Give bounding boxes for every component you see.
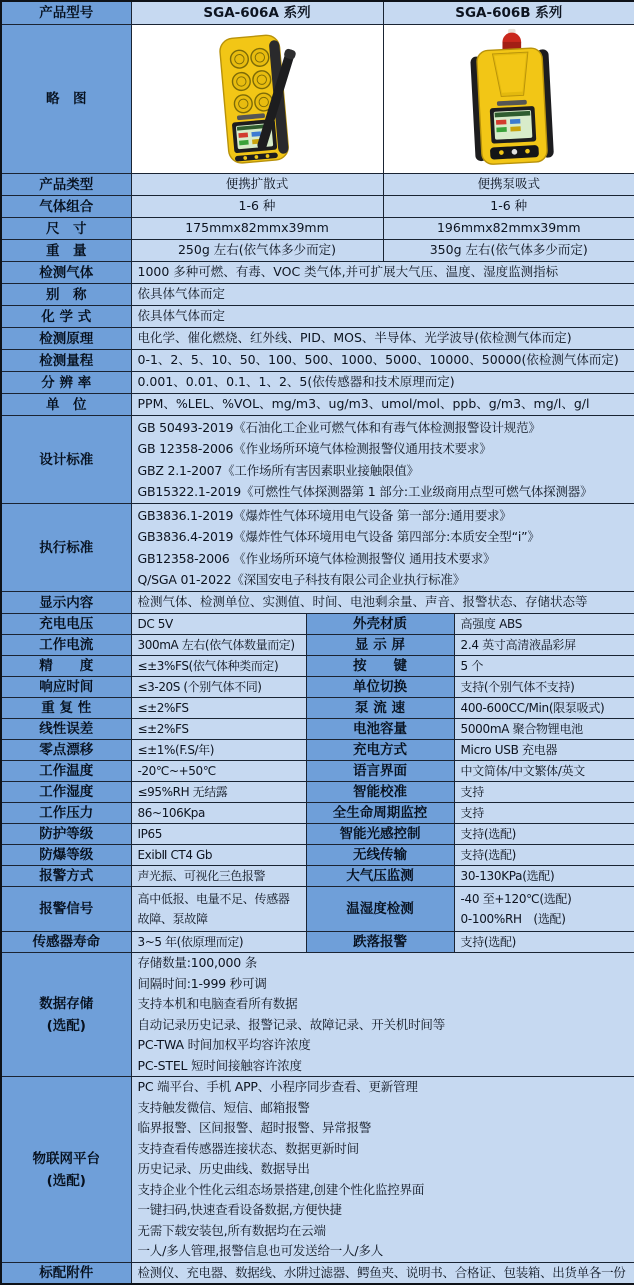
- spec-label: 泵 流 速: [306, 698, 454, 719]
- spec-label: 响应时间: [1, 677, 131, 698]
- spec-label: 大气压监测: [306, 866, 454, 887]
- spec-label: 智能校准: [306, 782, 454, 803]
- spec-value: 支持(选配): [454, 824, 634, 845]
- header-series-a: SGA-606A 系列: [131, 1, 383, 24]
- spec-label: 检测气体: [1, 262, 131, 284]
- table-row: [1, 174, 634, 196]
- spec-label: 标配附件: [1, 1262, 131, 1284]
- table-row: [1, 677, 634, 698]
- table-row: [1, 698, 634, 719]
- spec-value: ≤±1%(F.S/年): [131, 740, 306, 761]
- device-a-illustration-icon: [173, 27, 341, 167]
- table-row: [1, 350, 634, 372]
- spec-value: ≤±2%FS: [131, 698, 306, 719]
- table-row-sketch: [1, 24, 634, 174]
- spec-value: 检测气体、检测单位、实测值、时间、电池剩余量、声音、报警状态、存储状态等: [131, 592, 634, 614]
- standard-line: GB 12358-2006《作业场所环境气体检测报警仪通用技术要求》: [137, 441, 492, 457]
- spec-value: 0.001、0.01、0.1、1、2、5(依传感器和技术原理而定): [131, 372, 634, 394]
- spec-label: 化 学 式: [1, 306, 131, 328]
- spec-value-multiline: [131, 504, 634, 592]
- table-row: [1, 614, 634, 635]
- spec-value: DC 5V: [131, 614, 306, 635]
- spec-value: IP65: [131, 824, 306, 845]
- spec-value: Micro USB 充电器: [454, 740, 634, 761]
- spec-label: 全生命周期监控: [306, 803, 454, 824]
- spec-value: 2.4 英寸高清液晶彩屏: [454, 635, 634, 656]
- spec-value-a: 便携扩散式: [131, 174, 383, 196]
- spec-label: 显示内容: [1, 592, 131, 614]
- spec-label: 分 辨 率: [1, 372, 131, 394]
- table-row: [1, 782, 634, 803]
- sketch-label: 略 图: [1, 24, 131, 174]
- spec-value: ≤95%RH 无结露: [131, 782, 306, 803]
- standard-line: GBZ 2.1-2007《工作场所有害因素职业接触限值》: [137, 462, 419, 478]
- spec-value-a: 175mmx82mmx39mm: [131, 218, 383, 240]
- spec-value: 高强度 ABS: [454, 614, 634, 635]
- feature-line: 支持企业个性化云组态场景搭建,创建个性化监控界面: [137, 1181, 425, 1197]
- feature-line: 一人/多人管理,报警信息也可发送给一人/多人: [137, 1243, 383, 1259]
- table-row: [1, 845, 634, 866]
- table-row: [1, 740, 634, 761]
- spec-label: 外壳材质: [306, 614, 454, 635]
- spec-value-b: 350g 左右(依气体多少而定): [383, 240, 634, 262]
- spec-label: 产品类型: [1, 174, 131, 196]
- spec-value-multiline: [131, 1077, 634, 1263]
- feature-line: 支持查看传感器连接状态、数据更新时间: [137, 1140, 359, 1156]
- table-row: [1, 284, 634, 306]
- table-row: [1, 719, 634, 740]
- table-row: [1, 932, 634, 953]
- value-line: -40 至+120℃(选配): [460, 892, 572, 907]
- spec-label: 传感器寿命: [1, 932, 131, 953]
- spec-label: 工作压力: [1, 803, 131, 824]
- spec-label: 智能光感控制: [306, 824, 454, 845]
- spec-label: 单 位: [1, 394, 131, 416]
- spec-value: ExibⅡ CT4 Gb: [131, 845, 306, 866]
- spec-value: 5000mA 聚合物锂电池: [454, 719, 634, 740]
- spec-value: -20℃~+50℃: [131, 761, 306, 782]
- label-line: (选配): [46, 1172, 86, 1189]
- feature-line: 历史记录、历史曲线、数据导出: [137, 1161, 310, 1177]
- spec-value: 声光振、可视化三色报警: [131, 866, 306, 887]
- spec-label: 尺 寸: [1, 218, 131, 240]
- table-row-execution-standards: [1, 504, 634, 592]
- table-row: [1, 306, 634, 328]
- table-row: [1, 761, 634, 782]
- spec-value: 支持(个别气体不支持): [454, 677, 634, 698]
- spec-label: 检测原理: [1, 328, 131, 350]
- product-image-sga-606a: [131, 24, 383, 174]
- spec-label: 零点漂移: [1, 740, 131, 761]
- table-row: [1, 592, 634, 614]
- spec-label: 报警信号: [1, 887, 131, 932]
- label-line: (选配): [46, 1017, 86, 1034]
- feature-line: 临界报警、区间报警、超时报警、异常报警: [137, 1120, 372, 1136]
- spec-value: 支持(选配): [454, 845, 634, 866]
- table-row: [1, 218, 634, 240]
- table-row-data-storage: [1, 953, 634, 1077]
- spec-label: 线性误差: [1, 719, 131, 740]
- table-row: [1, 240, 634, 262]
- spec-label: 单位切换: [306, 677, 454, 698]
- table-row: [1, 866, 634, 887]
- spec-label: 温湿度检测: [306, 887, 454, 932]
- spec-label: [1, 1077, 131, 1263]
- label-line: 物联网平台: [32, 1150, 100, 1167]
- table-row-accessories: [1, 1262, 634, 1284]
- standard-line: GB 50493-2019《石油化工企业可燃气体和有毒气体检测报警设计规范》: [137, 419, 541, 435]
- spec-value: ≤±2%FS: [131, 719, 306, 740]
- spec-value: ≤±3%FS(依气体种类而定): [131, 656, 306, 677]
- spec-label: 充电方式: [306, 740, 454, 761]
- spec-value: 3~5 年(依原理而定): [131, 932, 306, 953]
- spec-label: 设计标准: [1, 416, 131, 504]
- spec-label: 工作电流: [1, 635, 131, 656]
- spec-value-b: 196mmx82mmx39mm: [383, 218, 634, 240]
- spec-label: 气体组合: [1, 196, 131, 218]
- spec-value: 5 个: [454, 656, 634, 677]
- spec-label: 执行标准: [1, 504, 131, 592]
- table-row: [1, 635, 634, 656]
- spec-label: 工作湿度: [1, 782, 131, 803]
- feature-line: 间隔时间:1-999 秒可调: [137, 975, 267, 991]
- spec-value-multiline: [131, 416, 634, 504]
- spec-label: 防护等级: [1, 824, 131, 845]
- header-series-b: SGA-606B 系列: [383, 1, 634, 24]
- standard-line: GB3836.1-2019《爆炸性气体环境用电气设备 第一部分:通用要求》: [137, 507, 512, 523]
- spec-value: 高中低报、电量不足、传感器故障、泵故障: [131, 887, 306, 932]
- spec-value: 检测仪、充电器、数据线、水阱过滤器、鳄鱼夹、说明书、合格证、包装箱、出货单各一份: [131, 1262, 634, 1284]
- table-row-iot-platform: [1, 1077, 634, 1263]
- spec-label: 重 复 性: [1, 698, 131, 719]
- standard-line: Q/SGA 01-2022《深国安电子科技有限公司企业执行标准》: [137, 572, 466, 588]
- feature-line: PC-STEL 短时间接触容许浓度: [137, 1057, 302, 1073]
- spec-value-a: 250g 左右(依气体多少而定): [131, 240, 383, 262]
- table-row: [1, 656, 634, 677]
- product-image-sga-606b: [383, 24, 634, 174]
- spec-label: 语言界面: [306, 761, 454, 782]
- standard-line: GB3836.4-2019《爆炸性气体环境用电气设备 第四部分:本质安全型“i”》: [137, 529, 540, 545]
- spec-value-a: 1-6 种: [131, 196, 383, 218]
- spec-label: 精 度: [1, 656, 131, 677]
- spec-label: 充电电压: [1, 614, 131, 635]
- feature-line: 支持触发微信、短信、邮箱报警: [137, 1099, 310, 1115]
- feature-line: 存储数量:100,000 条: [137, 955, 258, 971]
- spec-value: 0-1、2、5、10、50、100、500、1000、5000、10000、50000(依检测气体而定): [131, 350, 634, 372]
- feature-line: 支持本机和电脑查看所有数据: [137, 996, 298, 1012]
- header-product-model-label: 产品型号: [1, 1, 131, 24]
- table-row: [1, 328, 634, 350]
- spec-label: 防爆等级: [1, 845, 131, 866]
- spec-value: 支持: [454, 782, 634, 803]
- spec-label: 无线传输: [306, 845, 454, 866]
- spec-label: 报警方式: [1, 866, 131, 887]
- spec-value-b: 便携泵吸式: [383, 174, 634, 196]
- spec-value: 中文简体/中文繁体/英文: [454, 761, 634, 782]
- spec-value: PPM、%LEL、%VOL、mg/m3、ug/m3、umol/mol、ppb、g/m3、mg/l、g/l: [131, 394, 634, 416]
- feature-line: 自动记录历史记录、报警记录、故障记录、开关机时间等: [137, 1016, 446, 1032]
- spec-label: 显 示 屏: [306, 635, 454, 656]
- spec-label: 跌落报警: [306, 932, 454, 953]
- table-row: [1, 394, 634, 416]
- spec-label: 电池容量: [306, 719, 454, 740]
- spec-label: 检测量程: [1, 350, 131, 372]
- spec-value: 依具体气体而定: [131, 284, 634, 306]
- table-row-header: [1, 1, 634, 24]
- spec-label: 重 量: [1, 240, 131, 262]
- table-row-design-standards: [1, 416, 634, 504]
- table-row: [1, 262, 634, 284]
- standard-line: GB12358-2006 《作业场所环境气体检测报警仪 通用技术要求》: [137, 550, 496, 566]
- feature-line: 一键扫码,快速查看设备数据,方便快捷: [137, 1202, 342, 1218]
- spec-value: 依具体气体而定: [131, 306, 634, 328]
- label-line: 数据存储: [39, 995, 94, 1012]
- spec-value: 电化学、催化燃烧、红外线、PID、MOS、半导体、光学波导(依检测气体而定): [131, 328, 634, 350]
- feature-line: PC-TWA 时间加权平均容许浓度: [137, 1037, 311, 1053]
- spec-value: 支持: [454, 803, 634, 824]
- table-row: [1, 824, 634, 845]
- feature-line: PC 端平台、手机 APP、小程序同步查看、更新管理: [137, 1079, 418, 1095]
- device-b-illustration-icon: [425, 27, 593, 167]
- spec-value-multiline: [131, 953, 634, 1077]
- spec-value: 400-600CC/Min(限泵吸式): [454, 698, 634, 719]
- spec-label: 别 称: [1, 284, 131, 306]
- spec-value-b: 1-6 种: [383, 196, 634, 218]
- spec-label: [1, 953, 131, 1077]
- table-row: [1, 196, 634, 218]
- spec-label: 按 键: [306, 656, 454, 677]
- table-row: [1, 803, 634, 824]
- spec-label: 工作温度: [1, 761, 131, 782]
- spec-value: 30-130KPa(选配): [454, 866, 634, 887]
- spec-value: ≤3-20S (个别气体不同): [131, 677, 306, 698]
- spec-value: 支持(选配): [454, 932, 634, 953]
- table-row-alarm-signal: [1, 887, 634, 932]
- spec-value: 1000 多种可燃、有毒、VOC 类气体,并可扩展大气压、温度、湿度监测指标: [131, 262, 634, 284]
- feature-line: 无需下载安装包,所有数据均在云端: [137, 1222, 326, 1238]
- spec-value-multiline: [454, 887, 634, 932]
- spec-value: 300mA 左右(依气体数量而定): [131, 635, 306, 656]
- standard-line: GB15322.1-2019《可燃性气体探测器第 1 部分:工业级商用点型可燃气体探测器》: [137, 484, 593, 500]
- table-row: [1, 372, 634, 394]
- value-line: 0-100%RH (选配): [460, 912, 566, 927]
- spec-value: 86~106Kpa: [131, 803, 306, 824]
